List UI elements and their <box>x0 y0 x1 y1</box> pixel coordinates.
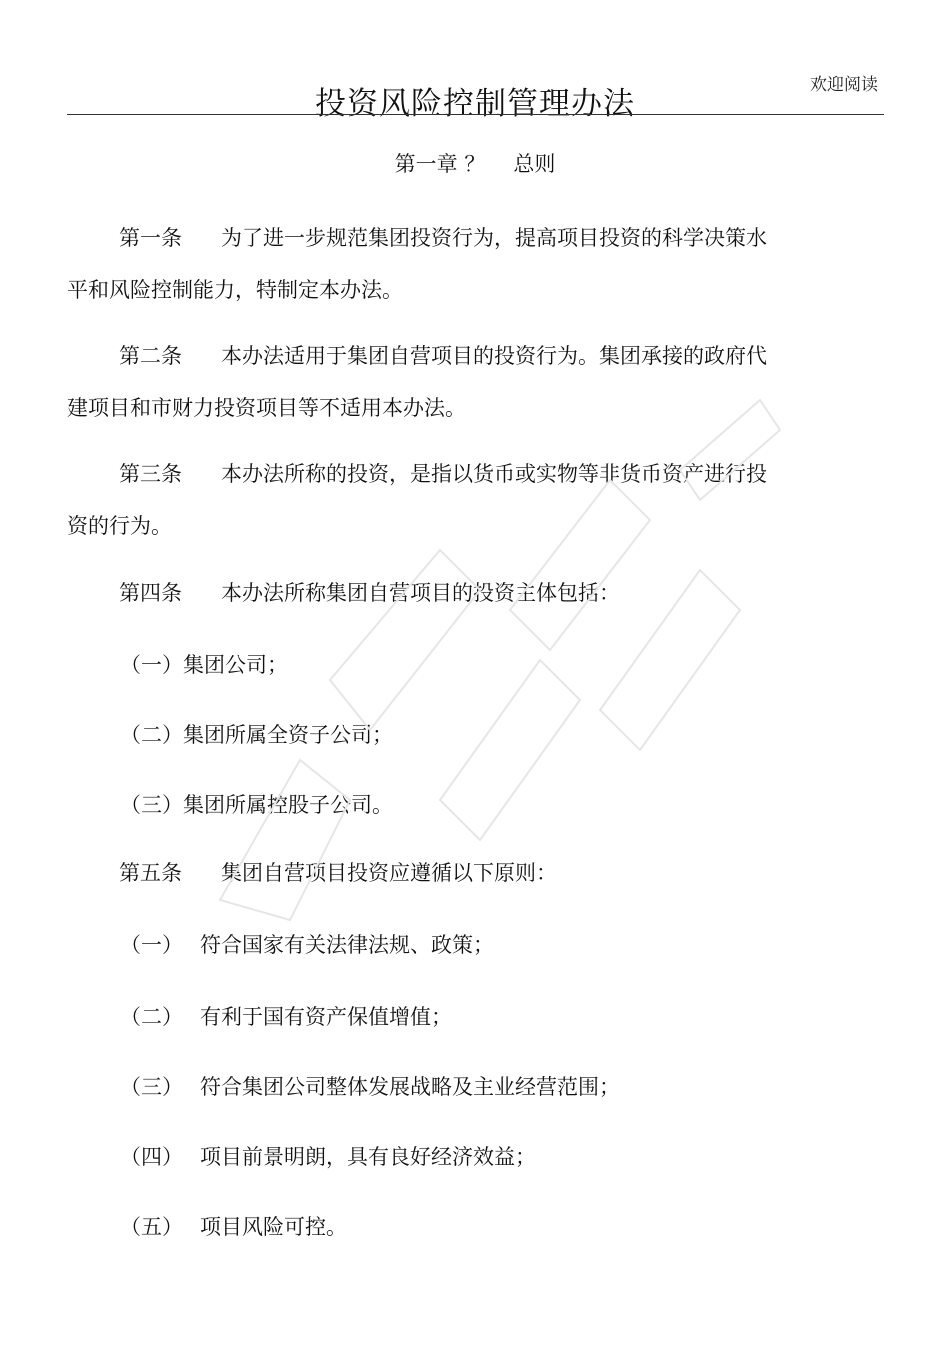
principle-num: （二） <box>120 1005 183 1029</box>
principle-item-4 <box>120 1142 536 1172</box>
subject-item-2: （二）集团所属全资子公司； <box>120 723 393 747</box>
subject-item-3: （三）集团所属控股子公司。 <box>120 793 393 817</box>
article-text: 本办法适用于集团自营项目的投资行为。集团承接的政府代 <box>221 344 767 368</box>
article-text: 集团自营项目投资应遵循以下原则： <box>221 861 557 885</box>
article-3 <box>67 448 827 552</box>
chapter-number: 第一章 ？ <box>394 152 486 176</box>
article-label: 第三条 <box>119 462 182 486</box>
chapter-name: 总则 <box>513 152 556 176</box>
principle-text: 符合国家有关法律法规、政策； <box>200 933 494 957</box>
article-label: 第五条 <box>119 861 182 885</box>
article-text-cont: 平和风险控制能力，特制定本办法。 <box>67 278 403 302</box>
principle-text: 有利于国有资产保值增值； <box>200 1005 452 1029</box>
principle-text: 项目风险可控。 <box>200 1215 347 1239</box>
principle-num: （五） <box>120 1215 183 1239</box>
principle-text: 符合集团公司整体发展战略及主业经营范围； <box>200 1075 620 1099</box>
article-text-cont: 建项目和市财力投资项目等不适用本办法。 <box>67 396 466 420</box>
article-label: 第四条 <box>119 581 182 605</box>
article-1 <box>67 212 827 316</box>
principle-item-5 <box>120 1212 347 1242</box>
article-text: 为了进一步规范集团投资行为，提高项目投资的科学决策水 <box>221 226 767 250</box>
principle-text: 项目前景明朗，具有良好经济效益； <box>200 1145 536 1169</box>
article-5 <box>67 847 827 899</box>
article-text: 本办法所称的投资，是指以货币或实物等非货币资产进行投 <box>221 462 767 486</box>
principle-item-1 <box>120 930 494 960</box>
principle-num: （一） <box>120 933 183 957</box>
article-text-cont: 资的行为。 <box>67 514 172 538</box>
principle-item-2 <box>120 1002 452 1032</box>
principle-num: （三） <box>120 1075 183 1099</box>
title-rule <box>67 114 884 115</box>
principle-num: （四） <box>120 1145 183 1169</box>
article-label: 第一条 <box>119 226 182 250</box>
article-4 <box>67 567 827 619</box>
principle-item-3 <box>120 1072 620 1102</box>
article-label: 第二条 <box>119 344 182 368</box>
article-2 <box>67 330 827 434</box>
chapter-heading <box>0 148 950 178</box>
document-title: 投资风险控制管理办法 <box>315 86 635 122</box>
article-text: 本办法所称集团自营项目的投资主体包括： <box>221 581 620 605</box>
header-note: 欢迎阅读 <box>810 75 878 95</box>
subject-item-1: （一）集团公司； <box>120 653 288 677</box>
